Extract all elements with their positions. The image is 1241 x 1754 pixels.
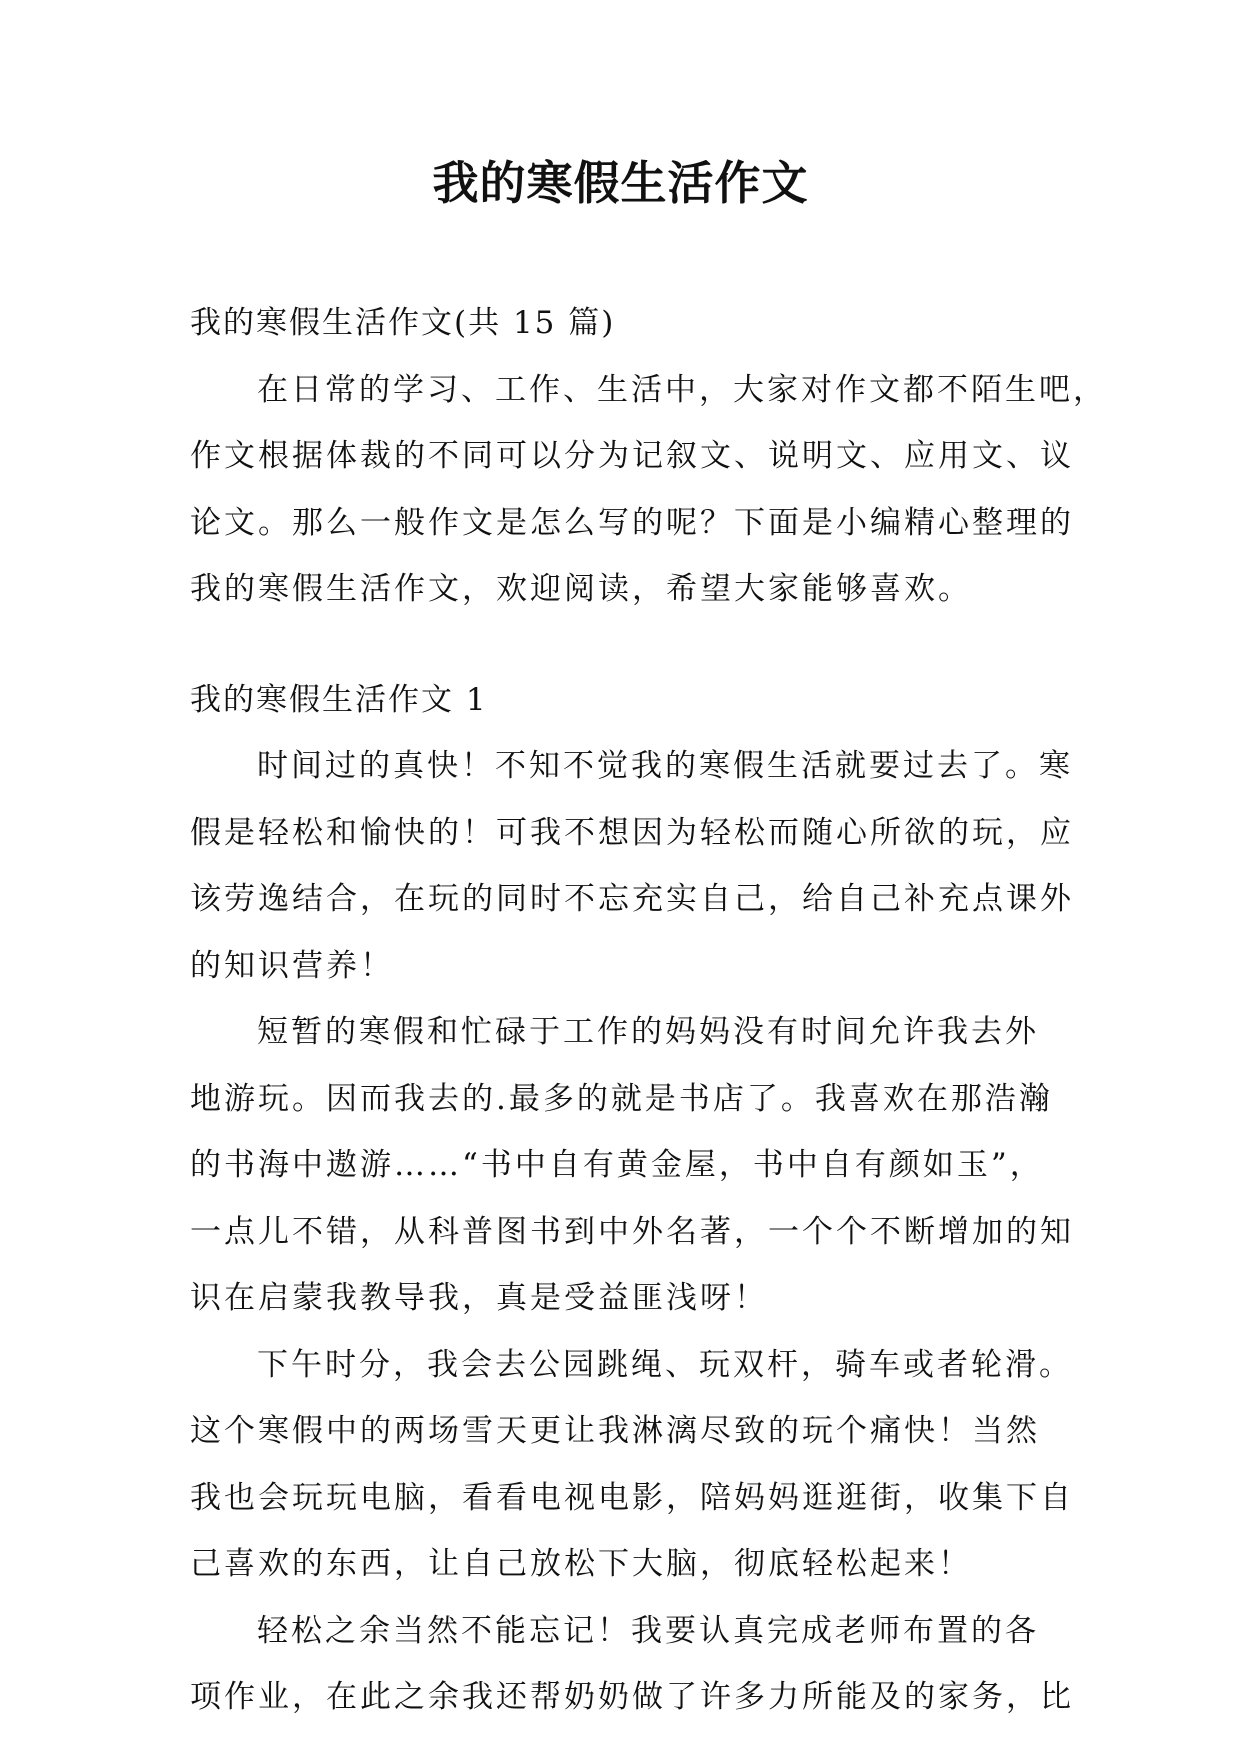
paragraph-line: 这个寒假中的两场雪天更让我淋漓尽致的玩个痛快！当然: [190, 1413, 1040, 1449]
essay-paragraph-4: [190, 1598, 1074, 1731]
paragraph-line: 轻松之余当然不能忘记！我要认真完成老师布置的各: [257, 1612, 1039, 1649]
collection-subtitle: 我的寒假生活作文(共 15 篇): [190, 305, 616, 341]
paragraph-line: 己喜欢的东西，让自己放松下大脑，彻底轻松起来！: [190, 1546, 972, 1582]
paragraph-line: 项作业，在此之余我还帮奶奶做了许多力所能及的家务，比: [190, 1679, 1074, 1715]
paragraph-line: 时间过的真快！不知不觉我的寒假生活就要过去了。寒: [257, 748, 1073, 784]
paragraph-line: 短暂的寒假和忙碌于工作的妈妈没有时间允许我去外: [257, 1014, 1039, 1050]
essay-heading: 我的寒假生活作文 1: [190, 681, 488, 718]
document-title: 我的寒假生活作文: [432, 156, 809, 210]
paragraph-line: 该劳逸结合，在玩的同时不忘充实自己，给自己补充点课外: [190, 881, 1074, 917]
intro-line: 我的寒假生活作文，欢迎阅读，希望大家能够喜欢。: [190, 571, 972, 607]
intro-paragraph: [190, 357, 1107, 623]
paragraph-line: 我也会玩玩电脑，看看电视电影，陪妈妈逛逛街，收集下自: [190, 1479, 1074, 1516]
essay-paragraph-3: [190, 1332, 1074, 1598]
paragraph-line: 假是轻松和愉快的！可我不想因为轻松而随心所欲的玩，应: [190, 814, 1074, 851]
paragraph-line: 的书海中遨游……“书中自有黄金屋，书中自有颜如玉”，: [190, 1147, 1044, 1183]
essay-paragraph-2: [190, 999, 1074, 1332]
paragraph-line: 的知识营养！: [190, 947, 394, 984]
section-gap: [190, 623, 1070, 667]
intro-line: 论文。那么一般作文是怎么写的呢？下面是小编精心整理的: [190, 504, 1074, 541]
document-body: [190, 290, 1107, 1731]
paragraph-line: 一点儿不错，从科普图书到中外名著，一个个不断增加的知: [190, 1213, 1074, 1250]
essay-paragraph-1: [190, 733, 1074, 999]
paragraph-line: 地游玩。因而我去的.最多的就是书店了。我喜欢在那浩瀚: [190, 1080, 1053, 1117]
intro-line: 在日常的学习、工作、生活中，大家对作文都不陌生吧，: [257, 371, 1107, 408]
intro-line: 作文根据体裁的不同可以分为记叙文、说明文、应用文、议: [190, 438, 1074, 474]
paragraph-line: 下午时分，我会去公园跳绳、玩双杆，骑车或者轮滑。: [257, 1346, 1073, 1383]
paragraph-line: 识在启蒙我教导我，真是受益匪浅呀！: [190, 1280, 768, 1316]
